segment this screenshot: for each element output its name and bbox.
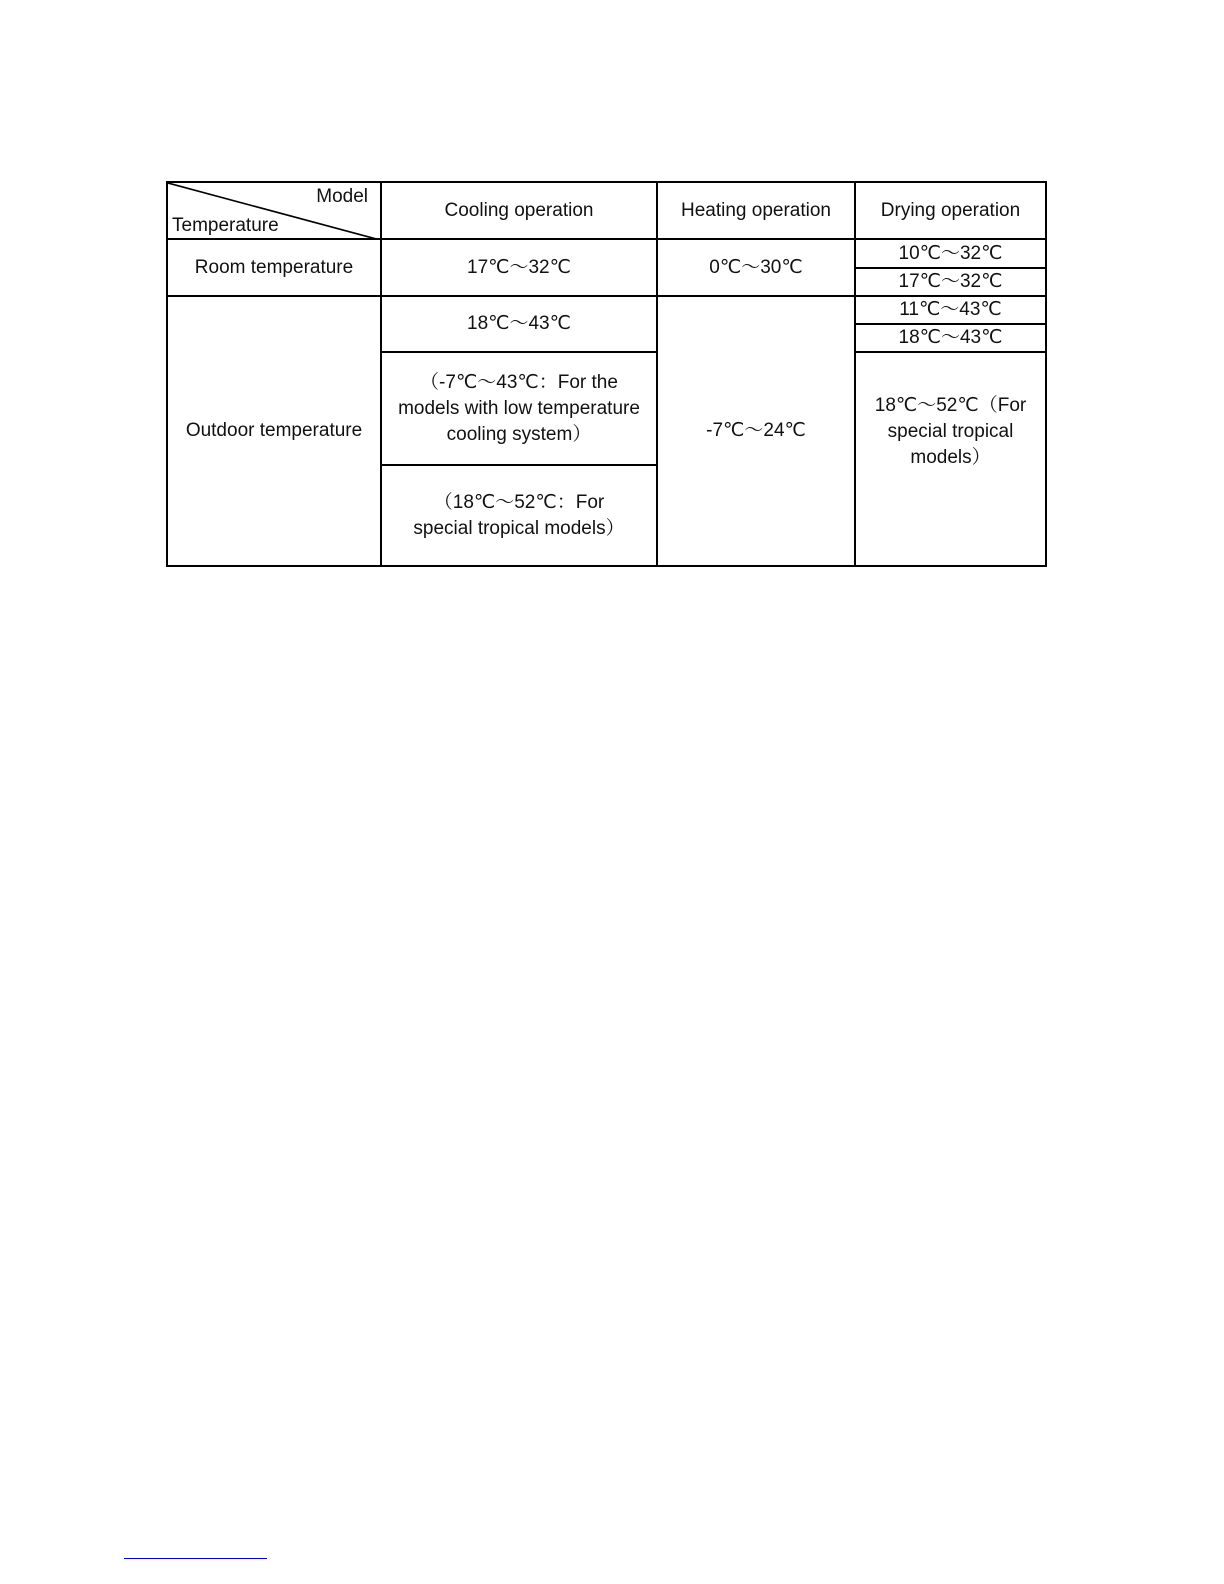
room-drying-range: 17℃～32℃ (898, 271, 1003, 292)
row-label-outdoor: Outdoor temperature (185, 420, 363, 441)
outdoor-cooling-tropical-note: （18℃～52℃：For special tropical models） (413, 491, 625, 539)
header-drying: Drying operation (880, 199, 1021, 221)
outdoor-heating-range: -7℃～24℃ (706, 420, 806, 441)
outdoor-drying-range: 11℃～43℃ (899, 299, 1002, 320)
operating-temperature-table (166, 181, 1047, 567)
outdoor-drying-range: 18℃～43℃ (898, 327, 1003, 348)
room-cooling-range: 17℃～32℃ (467, 256, 571, 278)
room-drying-range: 10℃～32℃ (898, 242, 1003, 264)
footnote-separator (124, 1558, 267, 1559)
corner-model-label: Model (316, 186, 368, 207)
header-heating: Heating operation (681, 199, 831, 221)
row-label-room: Room temperature (194, 256, 354, 278)
corner-temperature-label: Temperature (172, 215, 279, 236)
room-heating-range: 0℃～30℃ (709, 256, 803, 278)
outdoor-cooling-range: 18℃～43℃ (467, 313, 571, 334)
outdoor-drying-tropical-note: 18℃～52℃（For special tropical models） (874, 395, 1027, 468)
header-cooling: Cooling operation (444, 199, 594, 221)
outdoor-cooling-low-temp-note: （-7℃～43℃：For the models with low temperature cooling system） (398, 371, 640, 445)
